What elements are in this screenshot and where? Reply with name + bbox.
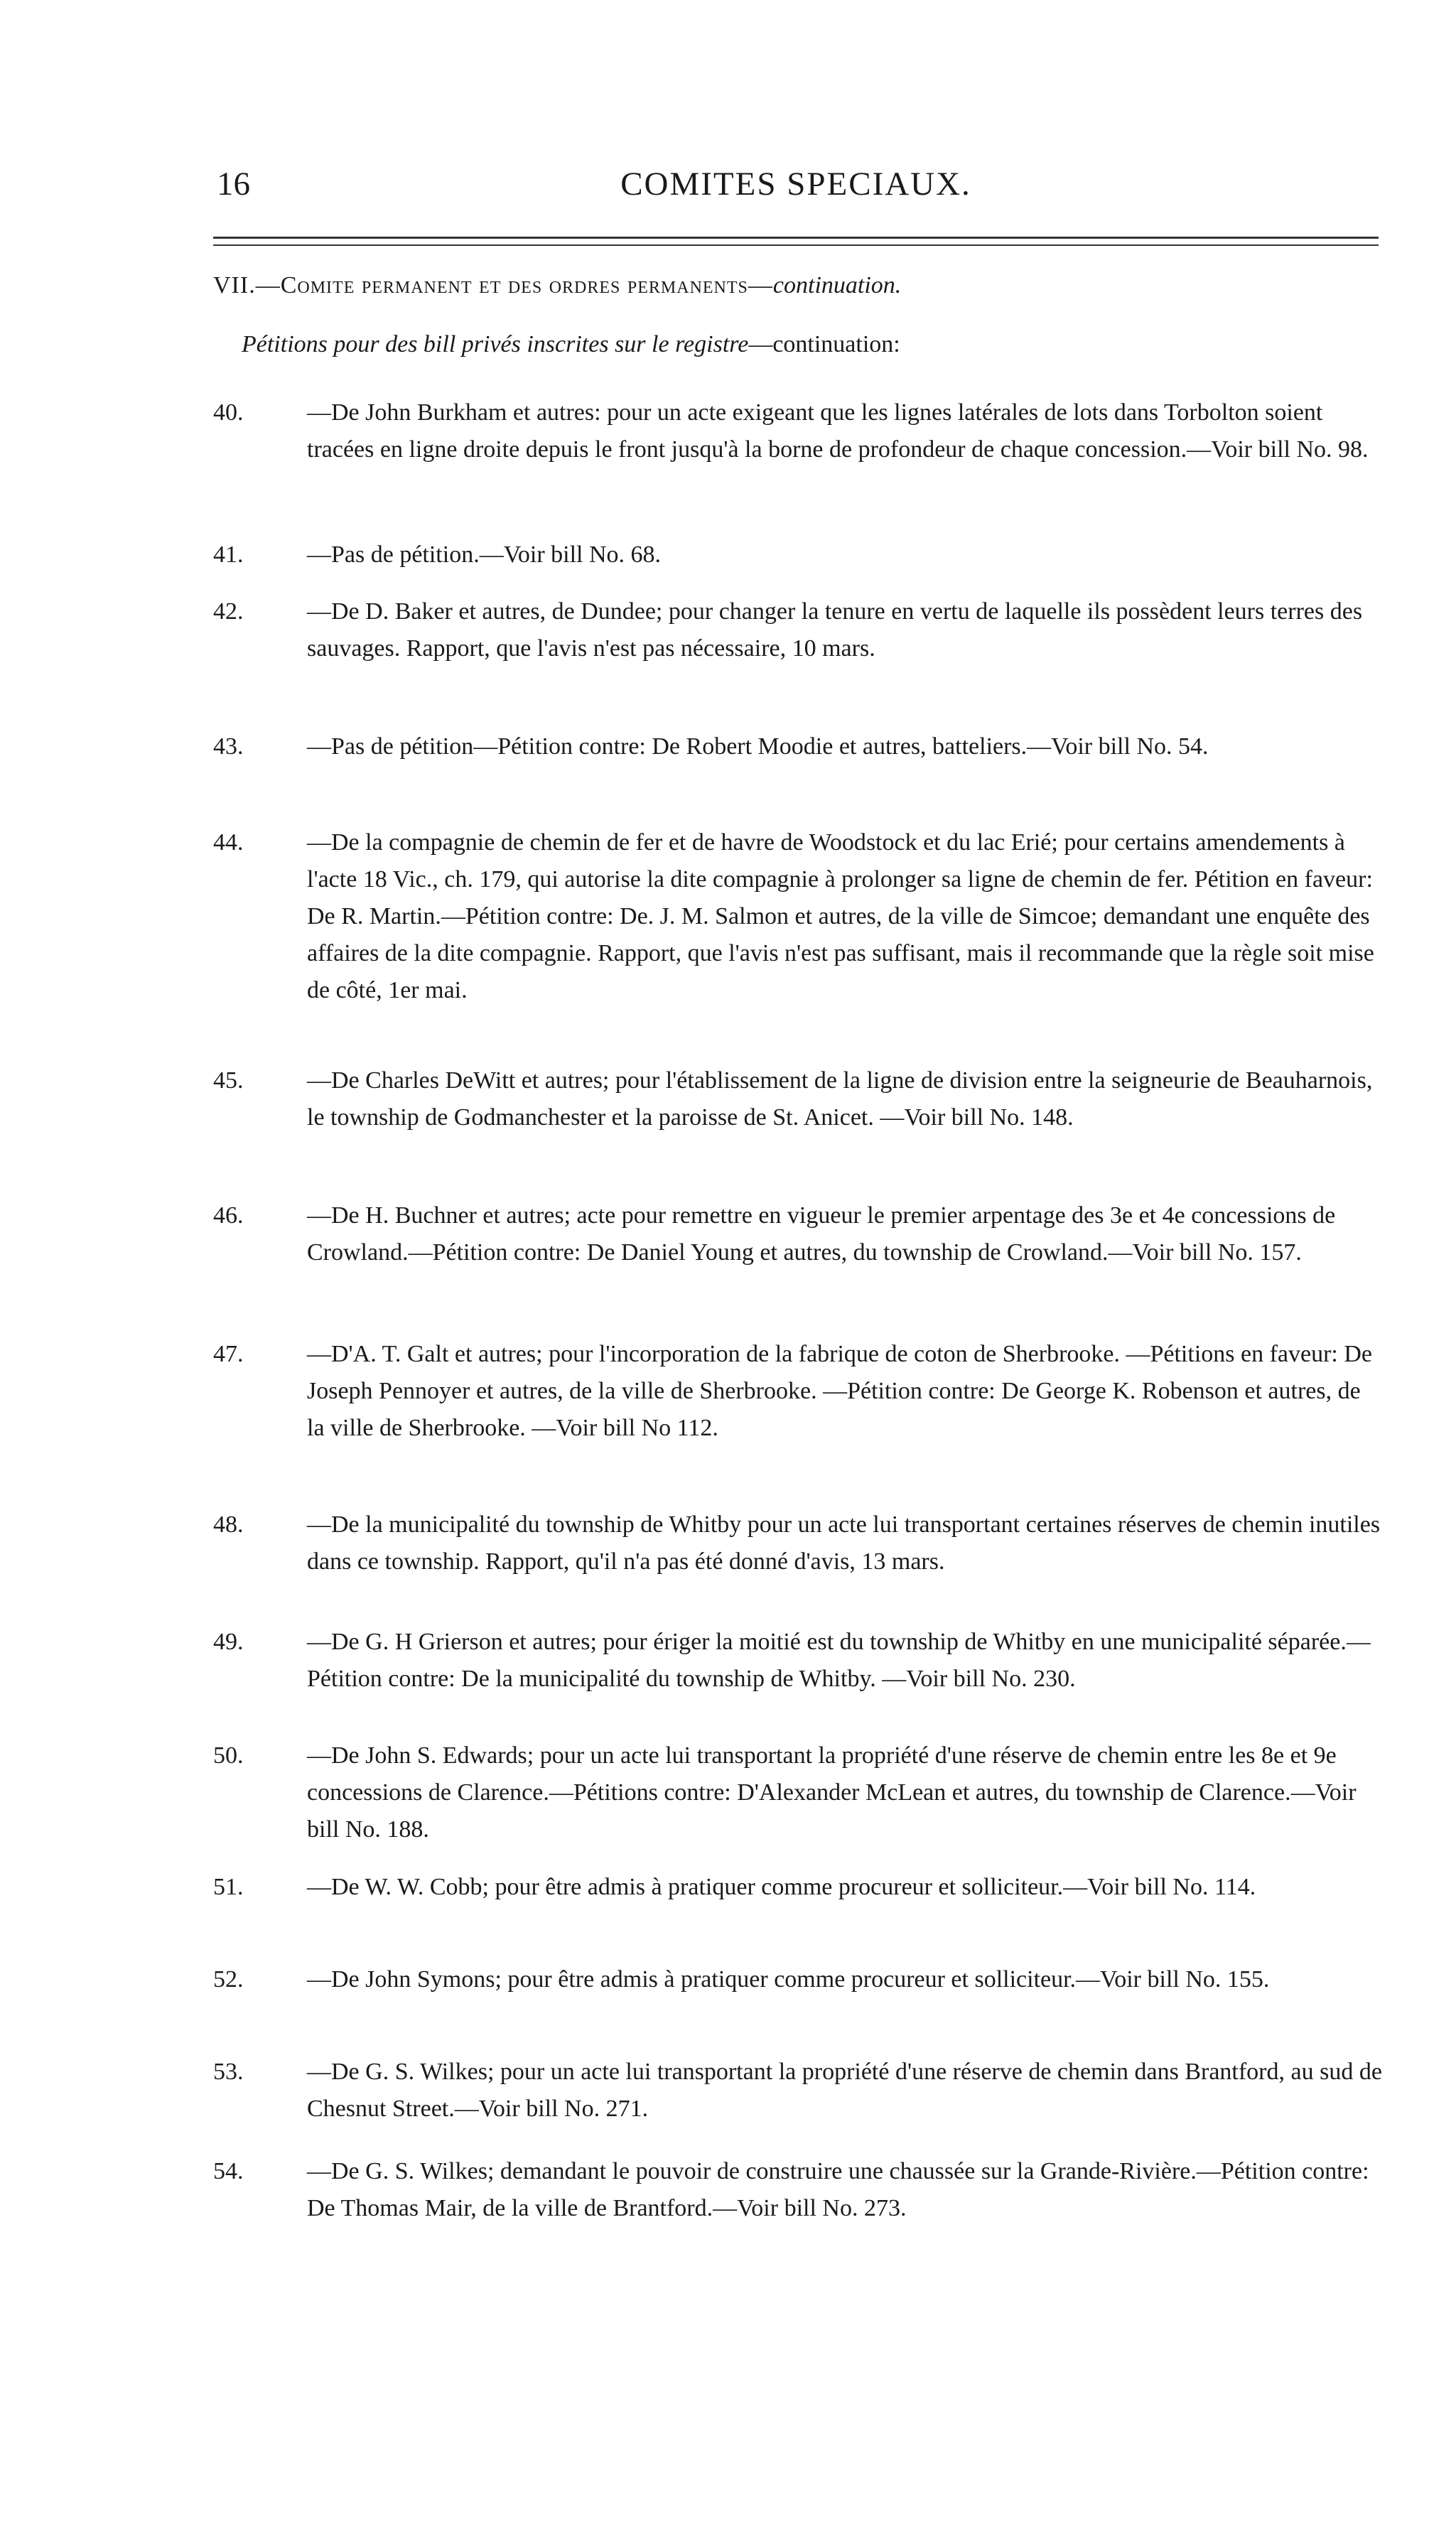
section-heading bbox=[213, 272, 1379, 299]
entry-43 bbox=[213, 728, 1382, 765]
entry-number: 54. bbox=[213, 2158, 244, 2184]
entry-text: —De John Symons; pour être admis à pratiquer comme procureur et solliciteur.—Voir bill No. 155. bbox=[307, 1966, 1270, 1993]
page-number: 16 bbox=[217, 166, 250, 203]
entry-text: —Pas de pétition—Pétition contre: De Robert Moodie et autres, batteliers.—Voir bill No. 54. bbox=[307, 733, 1209, 760]
entry-41 bbox=[213, 537, 1382, 573]
section-label: VII.—Comite permanent et des ordres permanents— bbox=[213, 272, 773, 298]
entry-47 bbox=[213, 1336, 1382, 1447]
entry-number: 40. bbox=[213, 399, 244, 426]
entry-text: —De W. W. Cobb; pour être admis à pratiquer comme procureur et solliciteur.—Voir bill No. 114. bbox=[307, 1874, 1256, 1900]
entry-text: —De D. Baker et autres, de Dundee; pour changer la tenure en vertu de laquelle ils possèdent leurs terres des sauvages. Rapport, que l'avis n'est pas nécessaire, 10 mars. bbox=[307, 598, 1363, 662]
entry-50 bbox=[213, 1737, 1382, 1848]
entry-number: 41. bbox=[213, 541, 244, 568]
entry-51 bbox=[213, 1869, 1382, 1906]
entry-text: —De John S. Edwards; pour un acte lui transportant la propriété d'une réserve de chemin entre les 8e et 9e concessions de Clarence.—Pétitions contre: D'Alexander McLean et autres, du township de Clarence.—Voir bill No. 188. bbox=[307, 1742, 1357, 1843]
page-header bbox=[217, 165, 1375, 215]
entry-number: 43. bbox=[213, 733, 244, 760]
entry-number: 51. bbox=[213, 1874, 244, 1900]
entry-45 bbox=[213, 1062, 1382, 1136]
entry-number: 47. bbox=[213, 1341, 244, 1367]
entry-52 bbox=[213, 1961, 1382, 1998]
entry-text: —De la compagnie de chemin de fer et de havre de Woodstock et du lac Erié; pour certains amendements à l'acte 18 Vic., ch. 179, qui autorise la dite compagnie à prolonger sa ligne de chemin de fer. Pétition en faveur: De R. Martin.—Pétition contre: De. J. M. Salmon et autres, de la ville de Simcoe; demandant une enquête des affaires de la dite compagnie. Rapport, que l'avis n'est pas suffisant, mais il recommande que la règle soit mise de côté, 1er mai. bbox=[307, 829, 1374, 1003]
running-title: COMITES SPECIAUX. bbox=[620, 166, 971, 203]
entry-44 bbox=[213, 824, 1382, 1009]
entry-40 bbox=[213, 394, 1382, 468]
entry-text: —De John Burkham et autres: pour un acte exigeant que les lignes latérales de lots dans Torbolton soient tracées en ligne droite depuis le front jusqu'à la borne de profondeur de chaque concession.—Voir bill No. 98. bbox=[307, 399, 1369, 463]
entry-text: —De H. Buchner et autres; acte pour remettre en vigueur le premier arpentage des 3e et 4e concessions de Crowland.—Pétition contre: De Daniel Young et autres, du township de Crowland.—Voir bill No. 157. bbox=[307, 1202, 1336, 1266]
entry-number: 44. bbox=[213, 829, 244, 856]
entry-53 bbox=[213, 2054, 1382, 2128]
entry-48 bbox=[213, 1506, 1382, 1580]
header-rule-bottom bbox=[213, 244, 1379, 246]
entry-text: —De G. H Grierson et autres; pour ériger la moitié est du township de Whitby en une municipalité séparée.—Pétition contre: De la municipalité du township de Whitby. —Voir bill No. 230. bbox=[307, 1629, 1371, 1692]
subsection-continuation: —continuation: bbox=[748, 331, 900, 357]
entry-text: —De G. S. Wilkes; pour un acte lui transportant la propriété d'une réserve de chemin dans Brantford, au sud de Chesnut Street.—Voir bill No. 271. bbox=[307, 2059, 1382, 2122]
section-continuation: continuation. bbox=[772, 272, 902, 298]
entry-number: 46. bbox=[213, 1202, 244, 1229]
entry-text: —D'A. T. Galt et autres; pour l'incorporation de la fabrique de coton de Sherbrooke. —Pétitions en faveur: De Joseph Pennoyer et autres, de la ville de Sherbrooke. —Pétition contre: De George K. Robenson et autres, de la ville de Sherbrooke. —Voir bill No 112. bbox=[307, 1341, 1373, 1441]
entry-49 bbox=[213, 1624, 1382, 1698]
entry-number: 52. bbox=[213, 1966, 244, 1993]
entry-42 bbox=[213, 593, 1382, 667]
entry-number: 50. bbox=[213, 1742, 244, 1769]
entry-text: —Pas de pétition.—Voir bill No. 68. bbox=[307, 541, 662, 568]
entry-46 bbox=[213, 1197, 1382, 1271]
entry-54 bbox=[213, 2153, 1382, 2227]
entry-number: 49. bbox=[213, 1629, 244, 1655]
header-rule-top bbox=[213, 237, 1379, 239]
subsection-label: Pétitions pour des bill privés inscrites sur le registre bbox=[242, 331, 749, 357]
entry-number: 42. bbox=[213, 598, 244, 625]
entry-text: —De la municipalité du township de Whitby pour un acte lui transportant certaines réserves de chemin inutiles dans ce township. Rapport, qu'il n'a pas été donné d'avis, 13 mars. bbox=[307, 1511, 1381, 1575]
entry-text: —De G. S. Wilkes; demandant le pouvoir de construire une chaussée sur la Grande-Rivière.—Pétition contre: De Thomas Mair, de la ville de Brantford.—Voir bill No. 273. bbox=[307, 2158, 1369, 2221]
entry-number: 45. bbox=[213, 1067, 244, 1094]
entry-number: 48. bbox=[213, 1511, 244, 1538]
entry-number: 53. bbox=[213, 2059, 244, 2085]
subsection-heading bbox=[242, 331, 1379, 358]
entry-text: —De Charles DeWitt et autres; pour l'établissement de la ligne de division entre la seigneurie de Beauharnois, le township de Godmanchester et la paroisse de St. Anicet. —Voir bill No. 148. bbox=[307, 1067, 1373, 1131]
